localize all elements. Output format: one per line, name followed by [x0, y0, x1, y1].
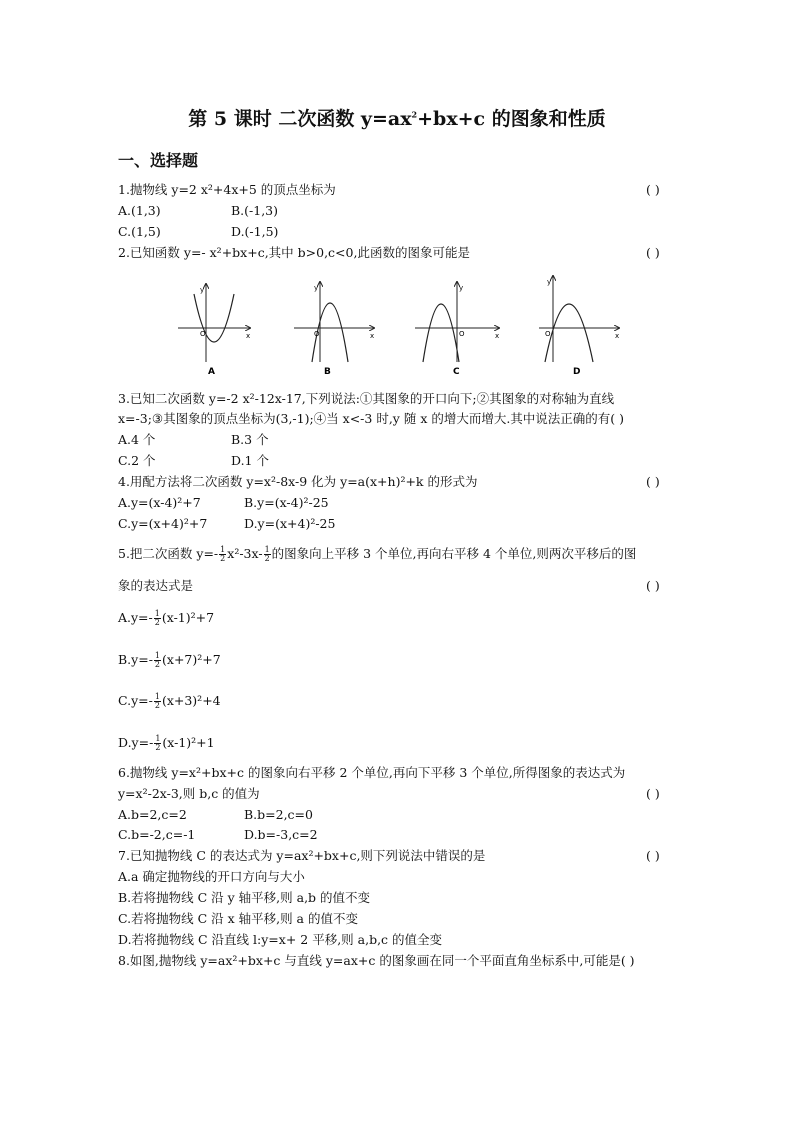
axis-x-label: x: [370, 332, 375, 340]
q1-answer-bracket: ( ): [646, 182, 660, 197]
q7-option-c: C.若将抛物线 C 沿 x 轴平移,则 a 的值不变: [118, 911, 358, 926]
q2-graph-c: [415, 282, 499, 377]
q2-graphs: [170, 272, 620, 384]
q5-option-a: A.y=- $\frac{1}{2}$ (x-1)²+7: [118, 609, 215, 627]
q3-stem-line2: x=-3;③其图象的顶点坐标为(3,-1);④当 x<-3 时,y 随 x 的增大而增大.其中说法正确的有( ): [118, 411, 625, 426]
q7-option-a: A.a 确定抛物线的开口方向与大小: [118, 869, 305, 884]
q5-stem-line1: 5.把二次函数 y=- $\frac{1}{2}$ x²-3x- $\frac{1}{2}$ 的图象向上平移 3 个单位,再向右平移 4 个单位,则两次平移后的图: [118, 545, 637, 563]
q7-answer-bracket: ( ): [646, 848, 660, 863]
q6-stem-line1: 6.抛物线 y=x²+bx+c 的图象向右平移 2 个单位,再向下平移 3 个单位,所得图象的表达式为: [118, 765, 626, 780]
graph-label: D: [573, 367, 581, 377]
q4-option-d: D.y=(x+4)²-25: [244, 516, 336, 531]
origin-label: O: [459, 330, 465, 338]
q7-stem: 7.已知抛物线 C 的表达式为 y=ax²+bx+c,则下列说法中错误的是: [118, 848, 486, 863]
fraction: $\frac{1}{2}$: [264, 545, 270, 563]
q6-option-b: B.b=2,c=0: [244, 807, 313, 822]
q5-stem-line2: 象的表达式是: [118, 578, 194, 593]
q1-stem: 1.抛物线 y=2 x²+4x+5 的顶点坐标为: [118, 182, 336, 197]
q5-option-d: D.y=- $\frac{1}{2}$ (x-1)²+1: [118, 734, 215, 752]
q4-option-c: C.y=(x+4)²+7: [118, 516, 208, 531]
axis-x-label: x: [246, 332, 251, 340]
origin-label: O: [545, 330, 551, 338]
q2-graph-b: [294, 282, 374, 377]
q4-answer-bracket: ( ): [646, 474, 660, 489]
q4-stem: 4.用配方法将二次函数 y=x²-8x-9 化为 y=a(x+h)²+k 的形式为: [118, 474, 478, 489]
q3-option-b: B.3 个: [231, 432, 269, 447]
q7-option-d: D.若将抛物线 C 沿直线 l:y=x+ 2 平移,则 a,b,c 的值全变: [118, 932, 443, 947]
q8-stem: 8.如图,抛物线 y=ax²+bx+c 与直线 y=ax+c 的图象画在同一个平面直角坐标系中,可能是( ): [118, 953, 635, 968]
q1-option-a: A.(1,3): [118, 203, 161, 218]
section-heading: 一、选择题: [118, 151, 199, 170]
axis-y-label: y: [459, 284, 464, 292]
fraction: $\frac{1}{2}$: [220, 545, 226, 563]
q2-graph-d: [539, 276, 619, 377]
q2-stem: 2.已知函数 y=- x²+bx+c,其中 b>0,c<0,此函数的图象可能是: [118, 245, 470, 260]
axis-x-label: x: [495, 332, 500, 340]
origin-label: O: [314, 330, 320, 338]
q6-option-d: D.b=-3,c=2: [244, 827, 318, 842]
q7-option-b: B.若将抛物线 C 沿 y 轴平移,则 a,b 的值不变: [118, 890, 371, 905]
q6-option-c: C.b=-2,c=-1: [118, 827, 196, 842]
q4-option-a: A.y=(x-4)²+7: [118, 495, 201, 510]
q3-option-d: D.1 个: [231, 453, 269, 468]
axis-y-label: y: [200, 286, 205, 294]
q1-option-c: C.(1,5): [118, 224, 161, 239]
graph-label: B: [324, 367, 331, 377]
q1-option-d: D.(-1,5): [231, 224, 279, 239]
q6-option-a: A.b=2,c=2: [118, 807, 187, 822]
graph-label: A: [208, 367, 215, 377]
page-title: 第 5 课时 二次函数 $y=ax^2+bx+c$ 的图象和性质: [188, 108, 606, 130]
q6-answer-bracket: ( ): [646, 786, 660, 801]
q3-option-c: C.2 个: [118, 453, 156, 468]
graph-label: C: [453, 367, 460, 377]
q5-answer-bracket: ( ): [646, 578, 660, 593]
q6-stem-line2: y=x²-2x-3,则 b,c 的值为: [118, 786, 260, 801]
axis-y-label: y: [314, 284, 319, 292]
q4-option-b: B.y=(x-4)²-25: [244, 495, 329, 510]
q3-stem-line1: 3.已知二次函数 y=-2 x²-12x-17,下列说法:①其图象的开口向下;②其图象的对称轴为直线: [118, 391, 615, 406]
origin-label: O: [200, 330, 206, 338]
q1-option-b: B.(-1,3): [231, 203, 279, 218]
q3-option-a: A.4 个: [118, 432, 156, 447]
axis-y-label: y: [547, 278, 552, 286]
q5-option-b: B.y=- $\frac{1}{2}$ (x+7)²+7: [118, 651, 221, 669]
q5-option-c: C.y=- $\frac{1}{2}$ (x+3)²+4: [118, 692, 221, 710]
axis-x-label: x: [615, 332, 620, 340]
q2-graph-a: [178, 284, 250, 377]
q2-answer-bracket: ( ): [646, 245, 660, 260]
